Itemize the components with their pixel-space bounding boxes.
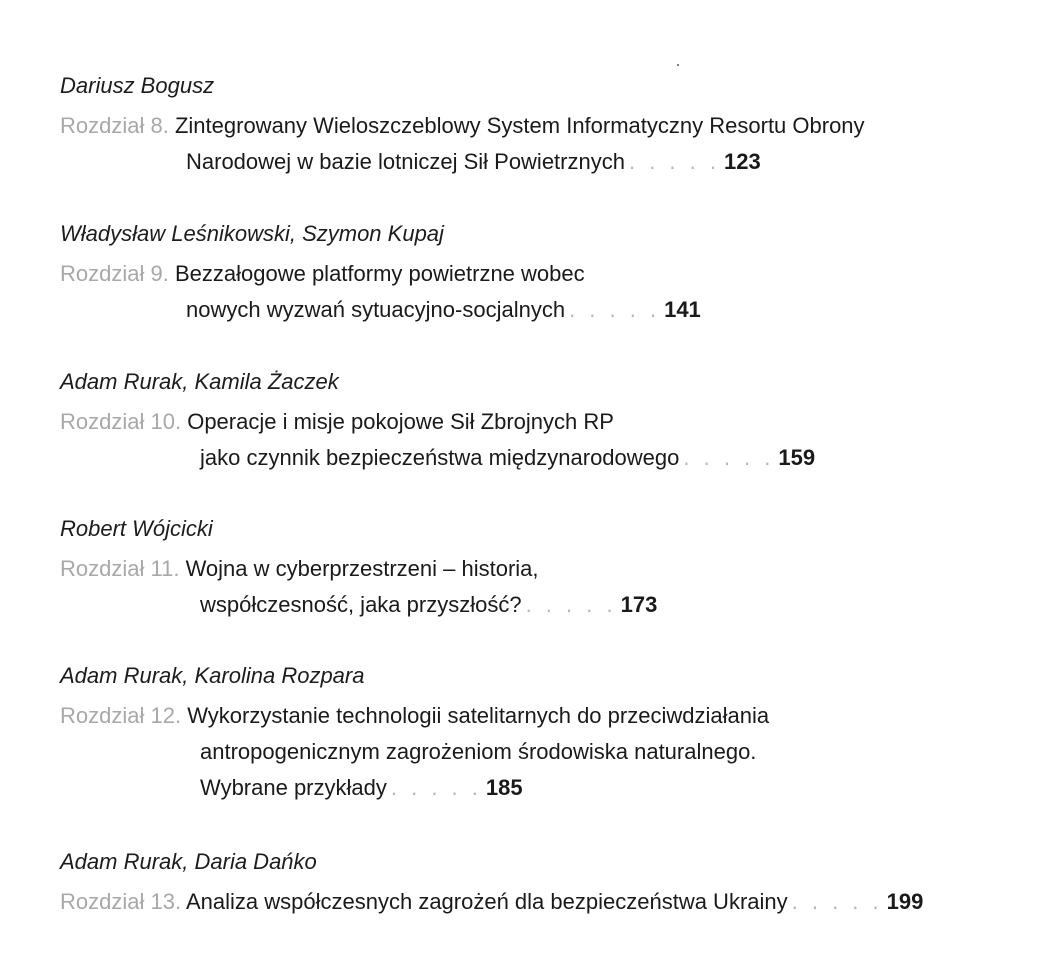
scan-speck bbox=[677, 64, 679, 66]
chapter-title-text: Operacje i misje pokojowe Sił Zbrojnych RP bbox=[187, 409, 614, 434]
entry-author: Władysław Leśnikowski, Szymon Kupaj bbox=[60, 221, 444, 246]
entry-title-line-2 bbox=[60, 587, 1008, 623]
page-number: 199 bbox=[886, 889, 924, 914]
chapter-title-text: nowych wyzwań sytuacyjno-socjalnych bbox=[186, 297, 566, 322]
entry-title-line-2 bbox=[60, 734, 1008, 770]
toc-entry-chapter-12 bbox=[60, 662, 1008, 806]
page-number: 123 bbox=[723, 149, 761, 174]
chapter-title-text: Analiza współczesnych zagrożeń dla bezpieczeństwa Ukrainy bbox=[185, 889, 788, 914]
toc-entry-chapter-8 bbox=[60, 72, 1008, 180]
entry-author: Adam Rurak, Kamila Żaczek bbox=[60, 369, 339, 394]
dot-leader: . . . . . bbox=[525, 592, 617, 617]
chapter-title-text: Bezzałogowe platformy powietrzne wobec bbox=[174, 261, 585, 286]
chapter-title-text: antropogenicznym zagrożeniom środowiska naturalnego. bbox=[200, 739, 757, 764]
entry-title-line-1 bbox=[60, 698, 1008, 734]
entry-author: Adam Rurak, Karolina Rozpara bbox=[60, 663, 365, 688]
entry-title-line-2 bbox=[60, 144, 1008, 180]
entry-title-line-1 bbox=[60, 884, 1008, 920]
page-number: 141 bbox=[664, 297, 701, 322]
chapter-title-text: Wojna w cyberprzestrzeni – historia, bbox=[185, 556, 539, 581]
chapter-title-text: Wykorzystanie technologii satelitarnych do przeciwdziałania bbox=[187, 703, 770, 728]
entry-title-line-1 bbox=[60, 551, 1008, 587]
dot-leader: . . . . . bbox=[683, 445, 775, 470]
chapter-label: Rozdział 12. bbox=[60, 703, 182, 728]
entry-author: Robert Wójcicki bbox=[60, 516, 213, 541]
entry-title-line-2 bbox=[60, 292, 1008, 328]
chapter-label: Rozdział 10. bbox=[60, 409, 182, 434]
chapter-label: Rozdział 13. bbox=[60, 889, 182, 914]
chapter-title-text: Narodowej w bazie lotniczej Sił Powietrznych bbox=[186, 149, 625, 174]
page-number: 173 bbox=[620, 592, 658, 617]
entry-author: Dariusz Bogusz bbox=[60, 73, 215, 98]
toc-entry-chapter-11 bbox=[60, 515, 1008, 623]
chapter-label: Rozdział 8. bbox=[60, 113, 169, 138]
chapter-title-text: jako czynnik bezpieczeństwa międzynarodowego bbox=[200, 445, 680, 470]
chapter-title-text: współczesność, jaka przyszłość? bbox=[200, 592, 522, 617]
entry-author: Adam Rurak, Daria Dańko bbox=[60, 849, 317, 874]
entry-title-line-1 bbox=[60, 404, 1008, 440]
entry-title-line-1 bbox=[60, 108, 1008, 144]
dot-leader: . . . . . bbox=[791, 889, 883, 914]
chapter-label: Rozdział 11. bbox=[60, 556, 180, 581]
dot-leader: . . . . . bbox=[390, 775, 482, 800]
entry-title-line-2 bbox=[60, 440, 1008, 476]
chapter-label: Rozdział 9. bbox=[60, 261, 169, 286]
toc-entry-chapter-13 bbox=[60, 848, 1008, 920]
dot-leader: . . . . . bbox=[628, 149, 720, 174]
entry-title-line-1 bbox=[60, 256, 1008, 292]
dot-leader: . . . . . bbox=[569, 297, 661, 322]
chapter-title-text: Zintegrowany Wieloszczeblowy System Informatyczny Resortu Obrony bbox=[174, 113, 865, 138]
toc-entry-chapter-9 bbox=[60, 220, 1008, 328]
page-number: 185 bbox=[485, 775, 523, 800]
page-number: 159 bbox=[778, 445, 816, 470]
toc-entry-chapter-10 bbox=[60, 368, 1008, 476]
chapter-title-text: Wybrane przykłady bbox=[200, 775, 387, 800]
entry-title-line-3 bbox=[60, 770, 1008, 806]
